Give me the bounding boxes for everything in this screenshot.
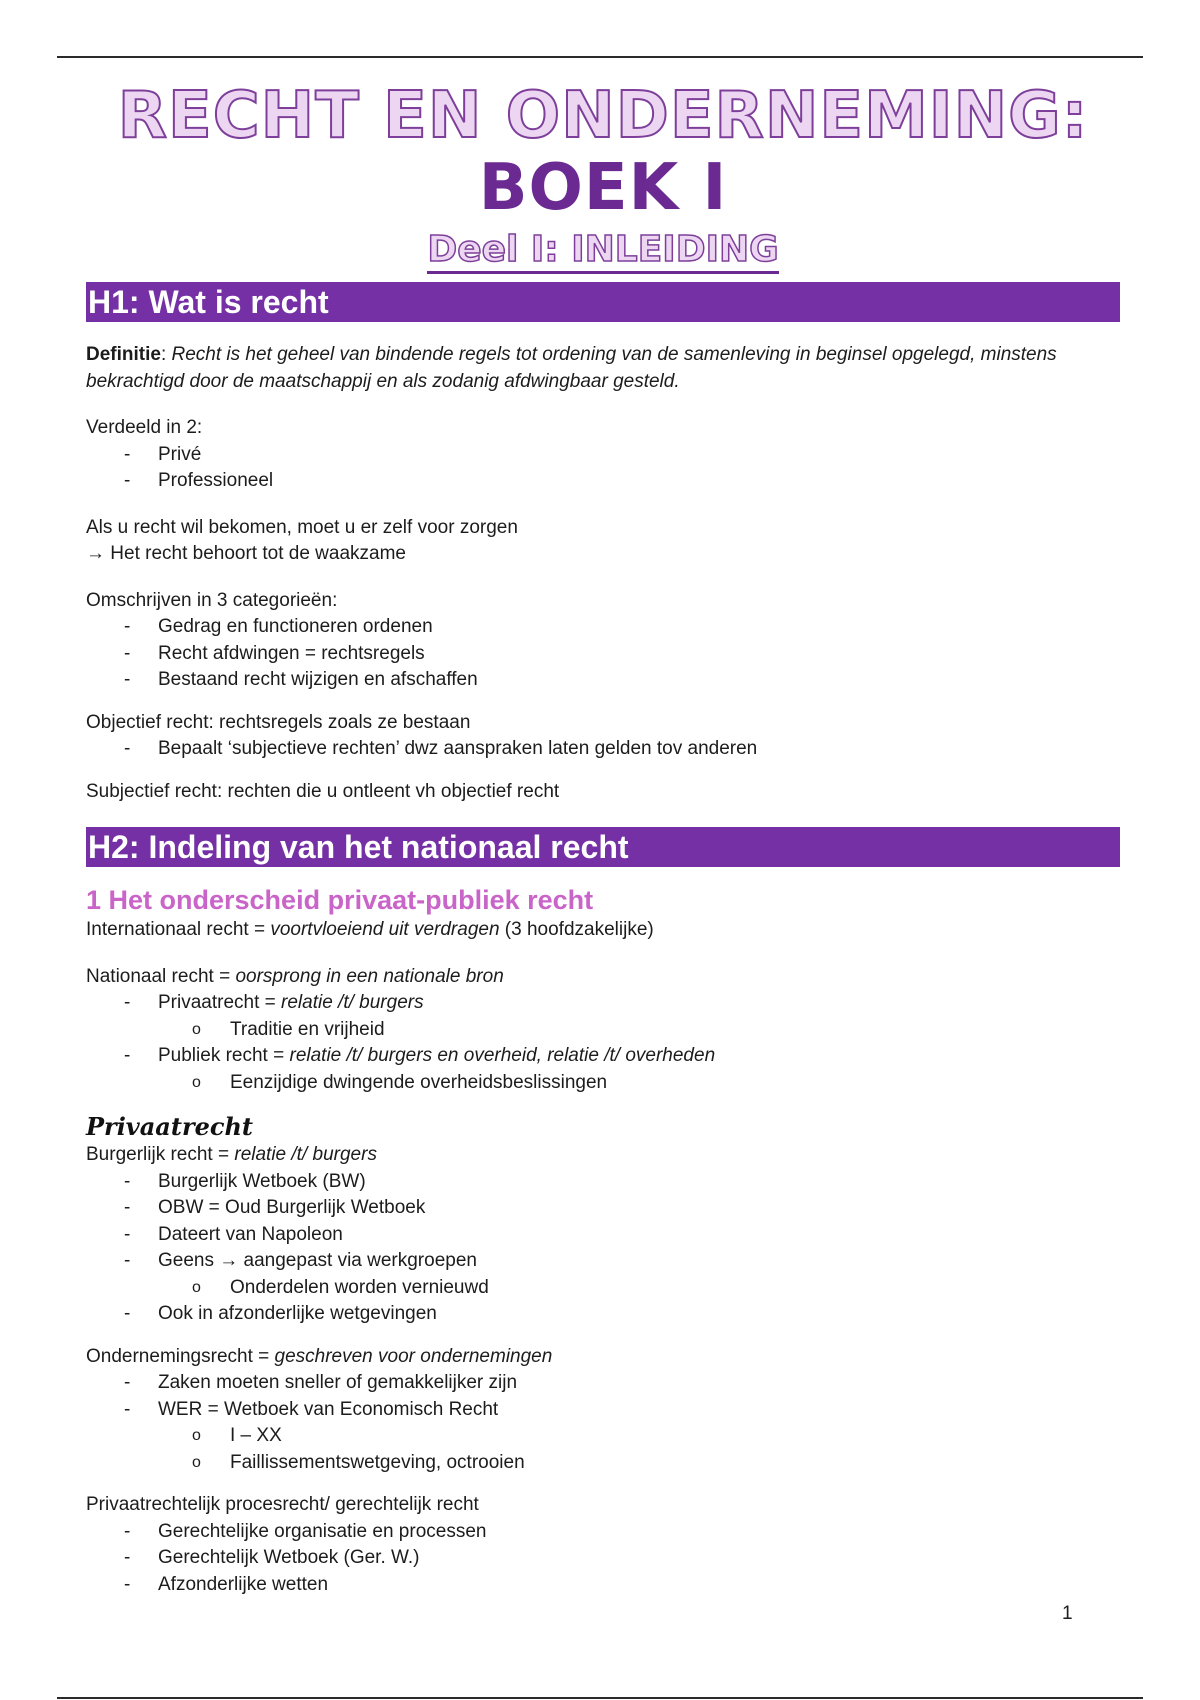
bekomen-arrow-text: → Het recht behoort tot de waakzame bbox=[86, 543, 406, 564]
omschrijven-list bbox=[86, 614, 1120, 694]
title-outline-text: RECHT EN ONDERNEMING: bbox=[117, 79, 1089, 153]
list-subitem: o Traditie en vrijheid bbox=[192, 1018, 385, 1040]
list-subitem: o I – XX bbox=[192, 1425, 282, 1446]
section-heading-h1: H1: Wat is recht bbox=[86, 282, 1120, 322]
list-item: - Professioneel bbox=[124, 470, 274, 491]
document-subtitle: Deel I: INLEIDING bbox=[86, 228, 1120, 272]
list-subitem: o Faillissementswetgeving, octrooien bbox=[192, 1451, 525, 1473]
title-solid-text: BOEK I bbox=[478, 151, 728, 225]
list-item: - Ook in afzonderlijke wetgevingen bbox=[124, 1303, 437, 1324]
list-item: - Privaatrecht = relatie /t/ burgers o Traditie en vrijheid bbox=[86, 990, 1120, 1043]
list-item: - Afzonderlijke wetten bbox=[124, 1573, 329, 1595]
objectief-text: Objectief recht: rechtsregels zoals ze bestaan bbox=[86, 711, 471, 733]
nationaal-list bbox=[86, 990, 1120, 1096]
list-item: - Bepaalt ‘subjectieve rechten’ dwz aanspraken laten gelden tov anderen bbox=[124, 738, 758, 759]
definition-label: Definitie bbox=[86, 344, 161, 365]
list-item: - Gedrag en functioneren ordenen bbox=[124, 616, 433, 637]
subheading-privaat-publiek: 1 Het onderscheid privaat-publiek recht bbox=[86, 885, 594, 915]
list-item: - Publiek recht = relatie /t/ burgers en overheid, relatie /t/ overheden o Eenzijdige dwingende overheidsbeslissingen bbox=[86, 1043, 1120, 1096]
list-subitem: o Eenzijdige dwingende overheidsbeslissingen bbox=[192, 1071, 608, 1093]
list-subitem: o Onderdelen worden vernieuwd bbox=[192, 1276, 489, 1298]
objectief-list bbox=[86, 736, 1120, 763]
subjectief-text: Subjectief recht: rechten die u ontleent vh objectief recht bbox=[86, 780, 560, 802]
bekomen-text: Als u recht wil bekomen, moet u er zelf voor zorgen bbox=[86, 516, 518, 538]
list-item: - OBW = Oud Burgerlijk Wetboek bbox=[124, 1197, 426, 1218]
subheading-privaatrecht: Privaatrecht bbox=[86, 1112, 254, 1141]
list-item: - Recht afdwingen = rechtsregels bbox=[124, 642, 425, 664]
bottom-rule bbox=[57, 1697, 1143, 1699]
nationaal-text: Nationaal recht = oorsprong in een nationale bron bbox=[86, 965, 504, 987]
definition-text: Recht is het geheel van bindende regels tot ordening van de samenleving in beginsel opgelegd, minstens bekrachtigd door de maatschappij en als zodanig afdwingbaar gesteld. bbox=[86, 344, 1057, 392]
document-page bbox=[86, 80, 1120, 1598]
ondernemingsrecht-list bbox=[86, 1370, 1120, 1476]
omschrijven-text: Omschrijven in 3 categorieën: bbox=[86, 589, 338, 611]
procesrecht-list bbox=[86, 1519, 1120, 1599]
top-rule bbox=[57, 56, 1143, 58]
page-number: 1 bbox=[1062, 1603, 1073, 1624]
section-heading-h2: H2: Indeling van het nationaal recht bbox=[86, 827, 1120, 867]
list-item: - Burgerlijk Wetboek (BW) bbox=[124, 1170, 366, 1192]
verdeeld-text: Verdeeld in 2: bbox=[86, 417, 203, 438]
list-item: - Privé bbox=[124, 443, 202, 465]
list-item: - Bestaand recht wijzigen en afschaffen bbox=[124, 669, 478, 690]
list-item: - Zaken moeten sneller of gemakkelijker zijn bbox=[124, 1372, 518, 1393]
list-item: - Geens → aangepast via werkgroepen o Onderdelen worden vernieuwd bbox=[86, 1248, 1120, 1301]
list-item: - Gerechtelijk Wetboek (Ger. W.) bbox=[124, 1547, 420, 1568]
internationaal-text: Internationaal recht = voortvloeiend uit verdragen (3 hoofdzakelijke) bbox=[86, 919, 654, 940]
document-title bbox=[86, 80, 1120, 224]
burgerlijk-text: Burgerlijk recht = relatie /t/ burgers bbox=[86, 1144, 377, 1165]
definition-paragraph: Definitie: Recht is het geheel van bindende regels tot ordening van de samenleving in beginsel opgelegd, minstens bekrachtigd door de maatschappij en als zodanig afdwingbaar gesteld. bbox=[86, 344, 1057, 392]
verdeeld-list bbox=[86, 442, 1120, 495]
list-item: - WER = Wetboek van Economisch Recht o I – XX o Faillissementswetgeving, octrooien bbox=[86, 1397, 1120, 1477]
burgerlijk-list bbox=[86, 1169, 1120, 1328]
list-item: - Dateert van Napoleon bbox=[124, 1223, 343, 1245]
ondernemingsrecht-text: Ondernemingsrecht = geschreven voor ondernemingen bbox=[86, 1345, 553, 1367]
procesrecht-text: Privaatrechtelijk procesrecht/ gerechtelijk recht bbox=[86, 1494, 479, 1515]
list-item: - Gerechtelijke organisatie en processen bbox=[124, 1520, 487, 1542]
